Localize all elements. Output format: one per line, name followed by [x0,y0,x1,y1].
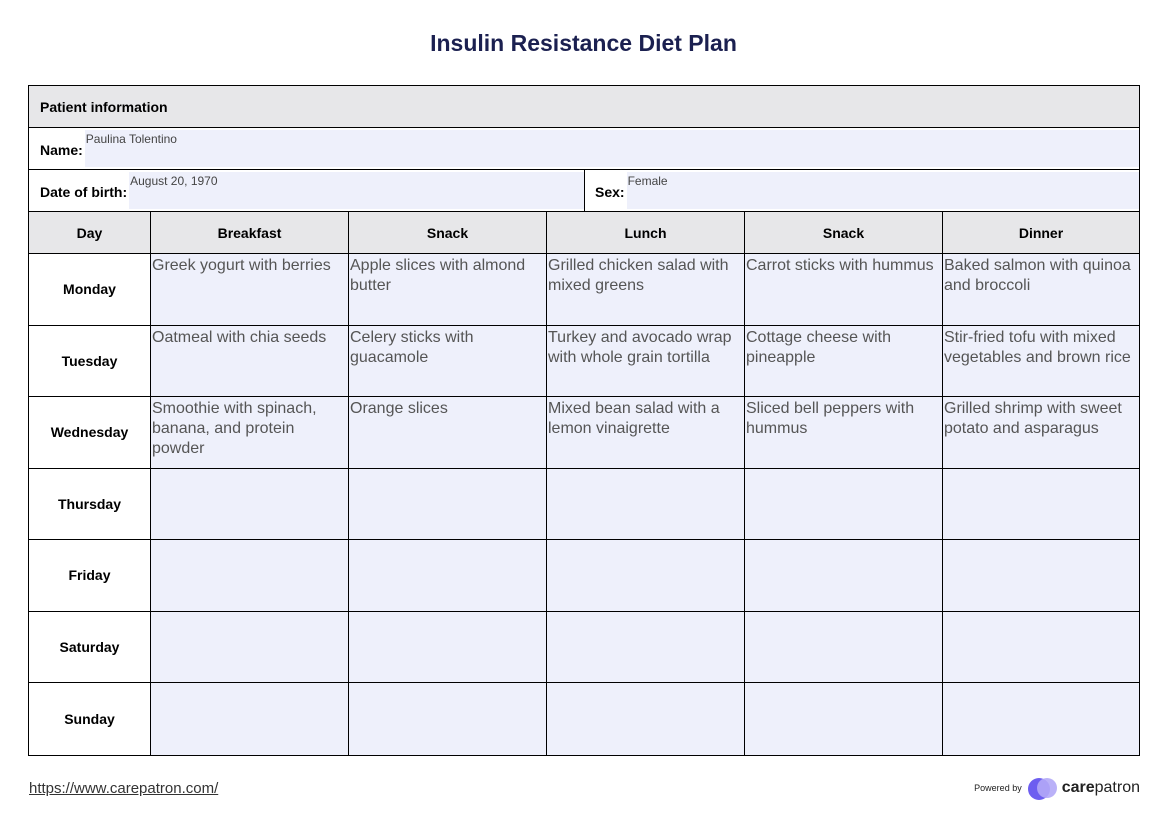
breakfast-cell[interactable] [151,540,349,611]
snack-2-cell[interactable] [745,612,943,683]
table-row [29,254,1139,326]
snack-2-cell[interactable] [745,469,943,540]
name-row [29,128,1139,170]
day-label: Sunday [29,683,151,755]
dinner-cell[interactable] [943,469,1139,540]
dinner-cell[interactable] [943,683,1139,755]
header-day: Day [29,212,151,253]
patient-info-label: Patient information [40,98,168,115]
powered-by-badge[interactable] [974,776,1140,800]
lunch-cell[interactable] [547,469,745,540]
patient-info-header [29,86,1139,128]
powered-by-text: Powered by [974,783,1022,793]
dinner-cell[interactable] [943,540,1139,611]
brand-name-rest: patron [1094,779,1140,796]
name-label: Name: [40,142,83,158]
header-lunch: Lunch [547,212,745,253]
table-row [29,469,1139,541]
dob-field[interactable]: August 20, 1970 [129,172,584,209]
dob-cell [29,170,585,211]
dinner-cell[interactable]: Baked salmon with quinoa and broccoli [943,254,1139,325]
lunch-cell[interactable]: Mixed bean salad with a lemon vinaigrette [547,397,745,468]
breakfast-cell[interactable] [151,612,349,683]
page-title: Insulin Resistance Diet Plan [430,30,737,56]
lunch-cell[interactable] [547,540,745,611]
meal-table-header [29,212,1139,254]
snack-1-cell[interactable] [349,683,547,755]
dob-label: Date of birth: [40,184,128,200]
dinner-cell[interactable]: Stir-fried tofu with mixed vegetables and brown rice [943,326,1139,397]
carepatron-logo-icon [1028,776,1058,800]
breakfast-cell[interactable]: Oatmeal with chia seeds [151,326,349,397]
lunch-cell[interactable] [547,683,745,755]
table-row [29,683,1139,755]
meal-table-body [29,254,1139,755]
snack-1-cell[interactable] [349,612,547,683]
brand-name-bold: care [1061,779,1095,796]
header-snack-2: Snack [745,212,943,253]
table-row [29,540,1139,612]
sex-label: Sex: [595,184,625,200]
dinner-cell[interactable]: Grilled shrimp with sweet potato and asparagus [943,397,1139,468]
header-snack-1: Snack [349,212,547,253]
header-breakfast: Breakfast [151,212,349,253]
day-label: Saturday [29,612,151,683]
snack-1-cell[interactable]: Celery sticks with guacamole [349,326,547,397]
snack-2-cell[interactable]: Sliced bell peppers with hummus [745,397,943,468]
snack-1-cell[interactable]: Apple slices with almond butter [349,254,547,325]
lunch-cell[interactable]: Turkey and avocado wrap with whole grain tortilla [547,326,745,397]
day-label: Tuesday [29,326,151,397]
breakfast-cell[interactable]: Greek yogurt with berries [151,254,349,325]
day-label: Monday [29,254,151,325]
breakfast-cell[interactable] [151,683,349,755]
table-row [29,612,1139,684]
header-dinner: Dinner [1018,224,1064,241]
lunch-cell[interactable]: Grilled chicken salad with mixed greens [547,254,745,325]
sex-field[interactable]: Female [627,172,1139,209]
table-row [29,326,1139,398]
snack-2-cell[interactable]: Carrot sticks with hummus [745,254,943,325]
breakfast-cell[interactable] [151,469,349,540]
snack-2-cell[interactable] [745,540,943,611]
snack-1-cell[interactable] [349,540,547,611]
table-row [29,397,1139,469]
sex-cell [585,170,1139,211]
snack-1-cell[interactable]: Orange slices [349,397,547,468]
day-label: Thursday [29,469,151,540]
name-field[interactable]: Paulina Tolentino [85,130,1139,167]
snack-2-cell[interactable]: Cottage cheese with pineapple [745,326,943,397]
brand-name [1062,779,1140,797]
diet-plan-form [28,85,1140,756]
carepatron-url-link[interactable]: https://www.carepatron.com/ [29,780,219,797]
snack-1-cell[interactable] [349,469,547,540]
breakfast-cell[interactable]: Smoothie with spinach, banana, and protein powder [151,397,349,468]
snack-2-cell[interactable] [745,683,943,755]
day-label: Friday [29,540,151,611]
dob-sex-row [29,170,1139,212]
dinner-cell[interactable] [943,612,1139,683]
lunch-cell[interactable] [547,612,745,683]
day-label: Wednesday [29,397,151,468]
